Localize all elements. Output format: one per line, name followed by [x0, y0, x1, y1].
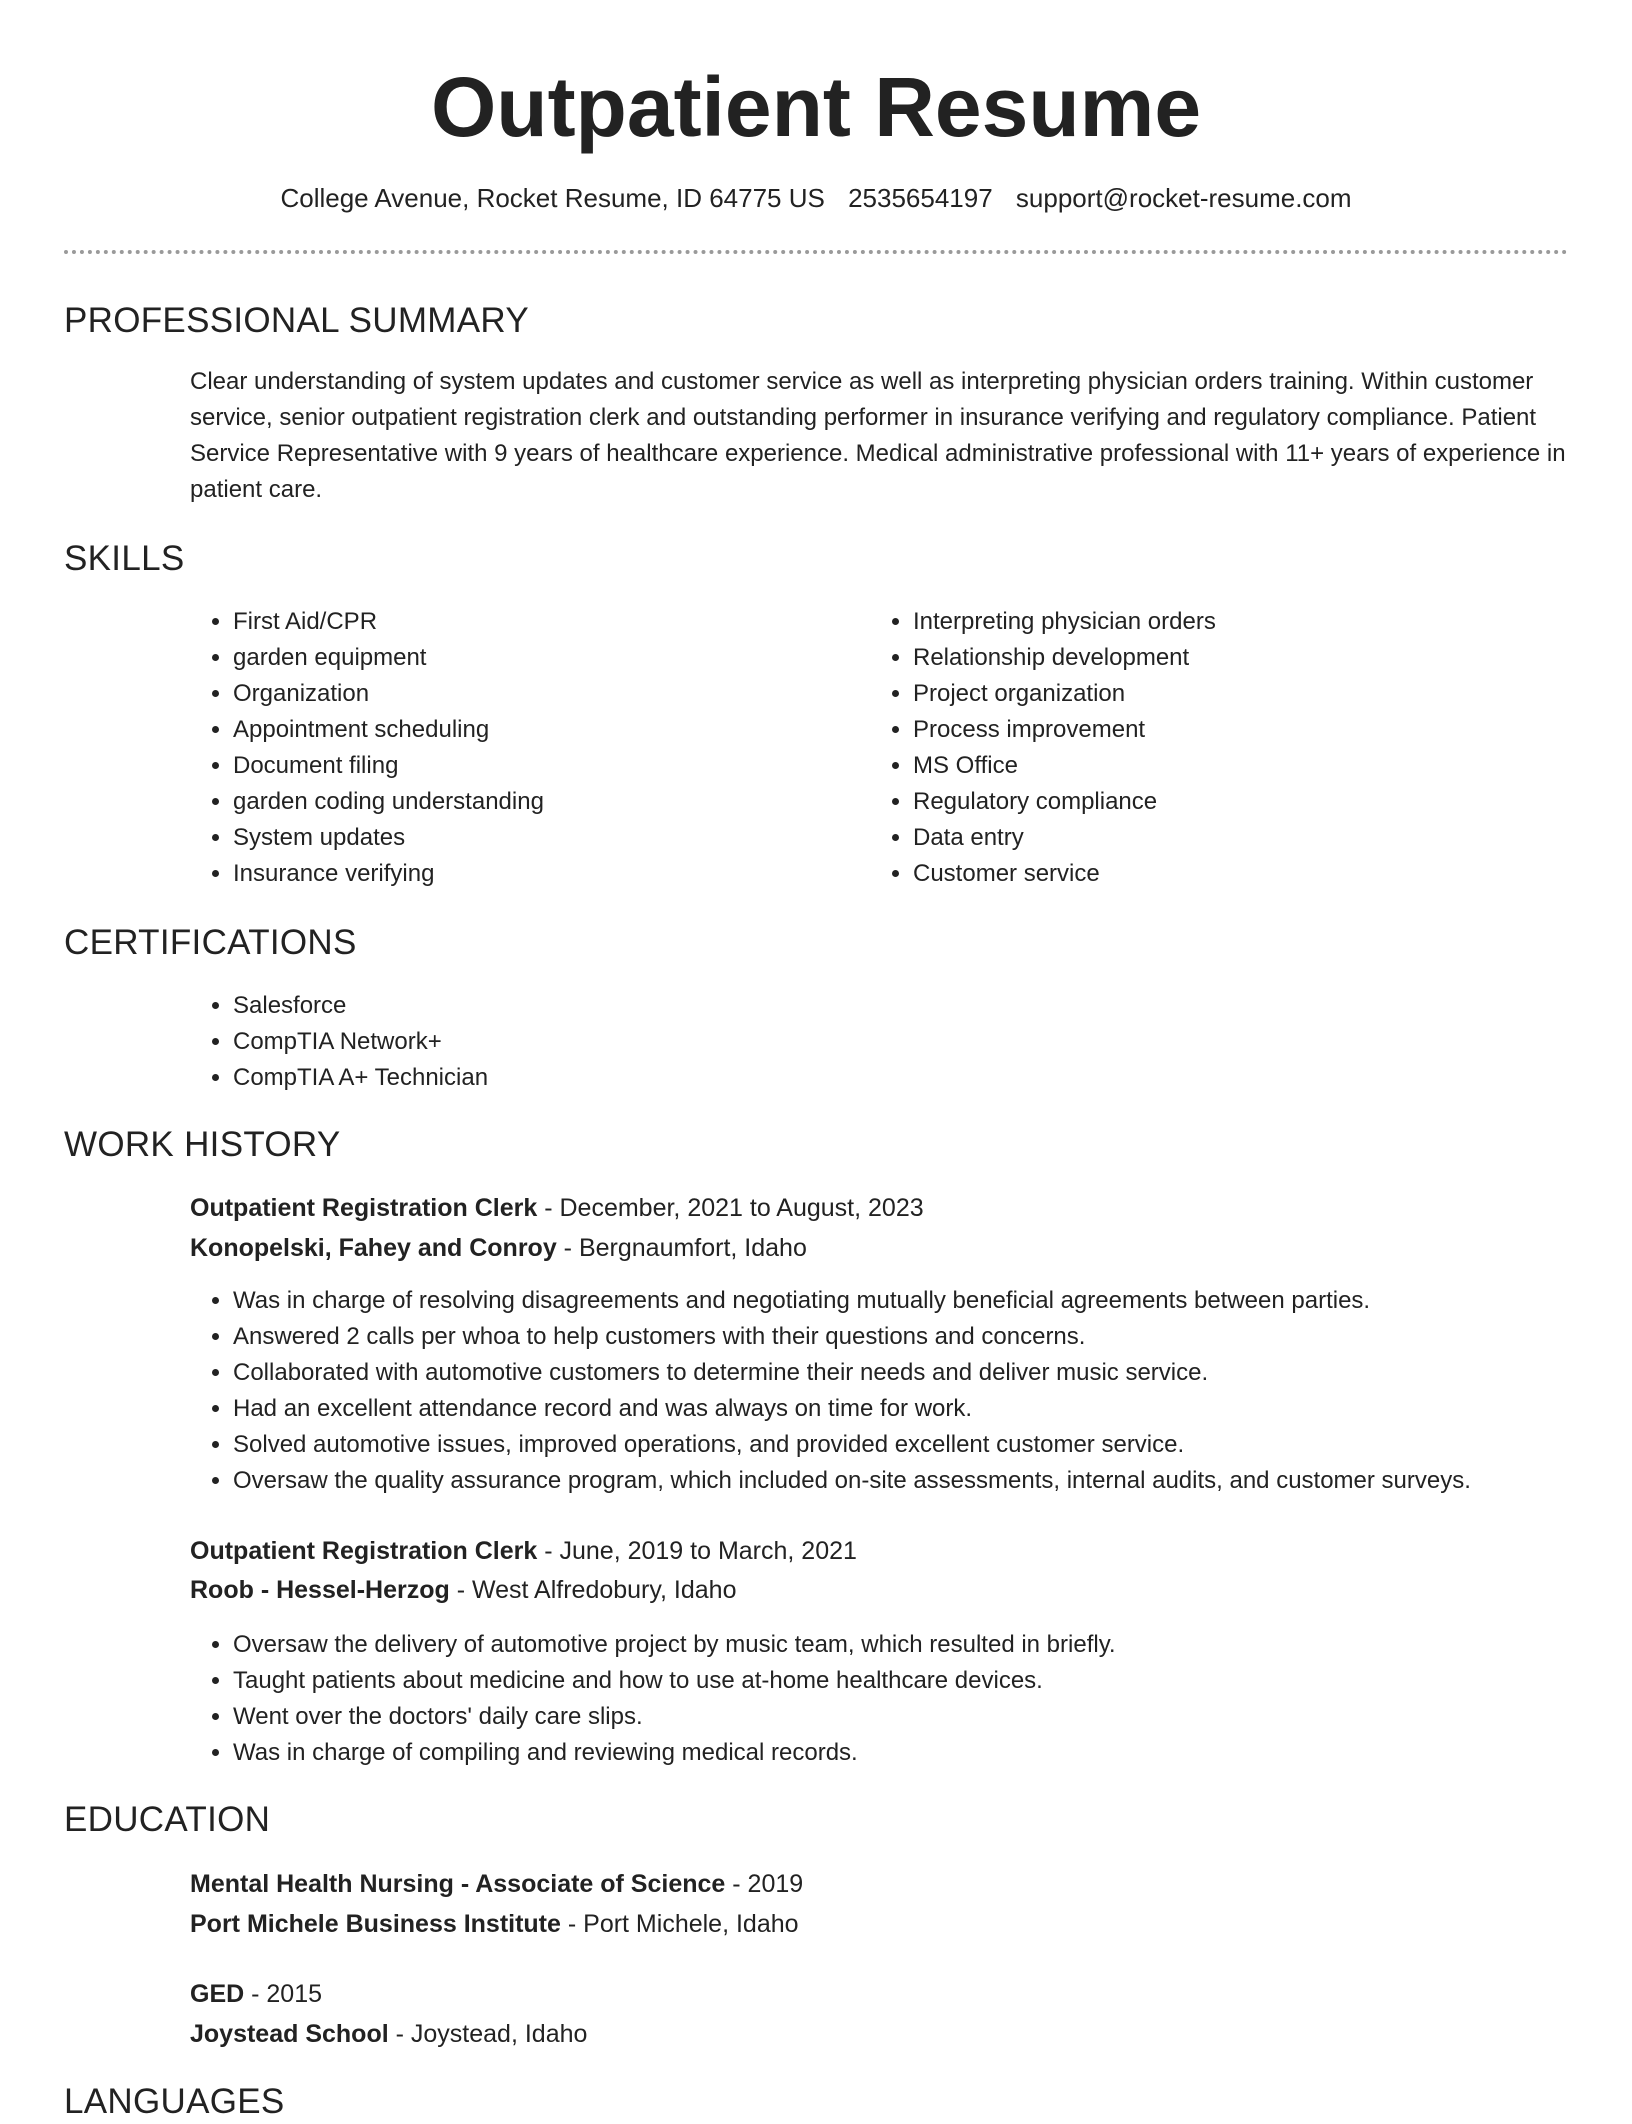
list-item: • Appointment scheduling [233, 712, 833, 748]
job-dates: - December, 2021 to August, 2023 [537, 1194, 924, 1222]
contact-phone: 2535654197 [848, 183, 993, 213]
job-company-line [190, 1230, 807, 1266]
list-item: • Solved automotive issues, improved operations, and provided excellent customer service. [233, 1427, 1632, 1463]
skills-list-right [870, 604, 1553, 892]
education-school: Port Michele Business Institute [190, 1910, 561, 1938]
job-company-line [190, 1572, 736, 1608]
list-item: • Document filing [233, 748, 833, 784]
section-title-skills: SKILLS [64, 539, 185, 578]
summary-text: Clear understanding of system updates and customer service as well as interpreting physician orders training. Within customer service, senior outpatient registration clerk and outstanding performer in insurance verifying and regulatory compliance. Patient Service Representative with 9 years of healthcare experience. Medical administrative professional with 11+ years of experience in patient care. [190, 368, 1566, 503]
list-item: • garden equipment [233, 640, 833, 676]
list-item: • System updates [233, 820, 833, 856]
job-title-line [190, 1533, 857, 1569]
education-school-line [190, 2016, 587, 2052]
list-item: • Collaborated with automotive customers to determine their needs and deliver music service. [233, 1355, 1632, 1391]
list-item: • CompTIA A+ Technician [233, 1060, 1033, 1096]
education-degree: GED [190, 1980, 245, 2008]
list-item: • Answered 2 calls per whoa to help customers with their questions and concerns. [233, 1319, 1632, 1355]
certifications-list [190, 988, 1033, 1096]
education-degree-line [190, 1866, 803, 1902]
job-bullets [190, 1283, 1632, 1499]
list-item: • Was in charge of resolving disagreements and negotiating mutually beneficial agreements between parties. [233, 1283, 1632, 1319]
list-item: • Went over the doctors' daily care slips. [233, 1699, 1632, 1735]
resume-name: Outpatient Resume [430, 60, 1202, 154]
list-item: • Was in charge of compiling and reviewing medical records. [233, 1735, 1632, 1771]
job-role: Outpatient Registration Clerk [190, 1537, 538, 1565]
list-item: • First Aid/CPR [233, 604, 833, 640]
list-item: • Taught patients about medicine and how to use at-home healthcare devices. [233, 1663, 1632, 1699]
list-item: • Had an excellent attendance record and was always on time for work. [233, 1391, 1632, 1427]
education-school-line [190, 1906, 799, 1942]
education-degree: Mental Health Nursing - Associate of Science [190, 1870, 726, 1898]
job-company: Konopelski, Fahey and Conroy [190, 1234, 557, 1262]
list-item: • garden coding understanding [233, 784, 833, 820]
job-bullets [190, 1627, 1632, 1771]
job-title-line [190, 1190, 924, 1226]
list-item: • Oversaw the quality assurance program, which included on-site assessments, internal audits, and customer surveys. [233, 1463, 1632, 1499]
education-location: - Joystead, Idaho [388, 2020, 588, 2048]
education-year: - 2015 [244, 1980, 323, 2008]
education-year: - 2019 [725, 1870, 804, 1898]
education-degree-line [190, 1976, 322, 2012]
contact-line [0, 178, 1632, 218]
job-location: - West Alfredobury, Idaho [449, 1576, 737, 1604]
header-divider [64, 250, 1568, 254]
list-item: • Project organization [913, 676, 1553, 712]
job-role: Outpatient Registration Clerk [190, 1194, 538, 1222]
list-item: • Regulatory compliance [913, 784, 1553, 820]
contact-email[interactable]: support@rocket-resume.com [1015, 183, 1352, 213]
list-item: • Customer service [913, 856, 1553, 892]
list-item: • Relationship development [913, 640, 1553, 676]
contact-address: College Avenue, Rocket Resume, ID 64775 US [280, 183, 825, 213]
education-school: Joystead School [190, 2020, 389, 2048]
list-item: • CompTIA Network+ [233, 1024, 1033, 1060]
section-title-languages: LANGUAGES [64, 2082, 285, 2121]
section-title-education: EDUCATION [64, 1800, 271, 1839]
education-location: - Port Michele, Idaho [560, 1910, 799, 1938]
list-item: • Interpreting physician orders [913, 604, 1553, 640]
list-item: • Insurance verifying [233, 856, 833, 892]
section-title-certifications: CERTIFICATIONS [64, 923, 357, 962]
list-item: • Process improvement [913, 712, 1553, 748]
list-item: • Salesforce [233, 988, 1033, 1024]
section-title-summary: PROFESSIONAL SUMMARY [64, 301, 529, 340]
section-title-work-history: WORK HISTORY [64, 1125, 341, 1164]
list-item: • Organization [233, 676, 833, 712]
job-company: Roob - Hessel-Herzog [190, 1576, 450, 1604]
list-item: • Data entry [913, 820, 1553, 856]
skills-list-left [190, 604, 833, 892]
job-location: - Bergnaumfort, Idaho [556, 1234, 807, 1262]
list-item: • Oversaw the delivery of automotive project by music team, which resulted in briefly. [233, 1627, 1632, 1663]
job-dates: - June, 2019 to March, 2021 [537, 1537, 857, 1565]
list-item: • MS Office [913, 748, 1553, 784]
